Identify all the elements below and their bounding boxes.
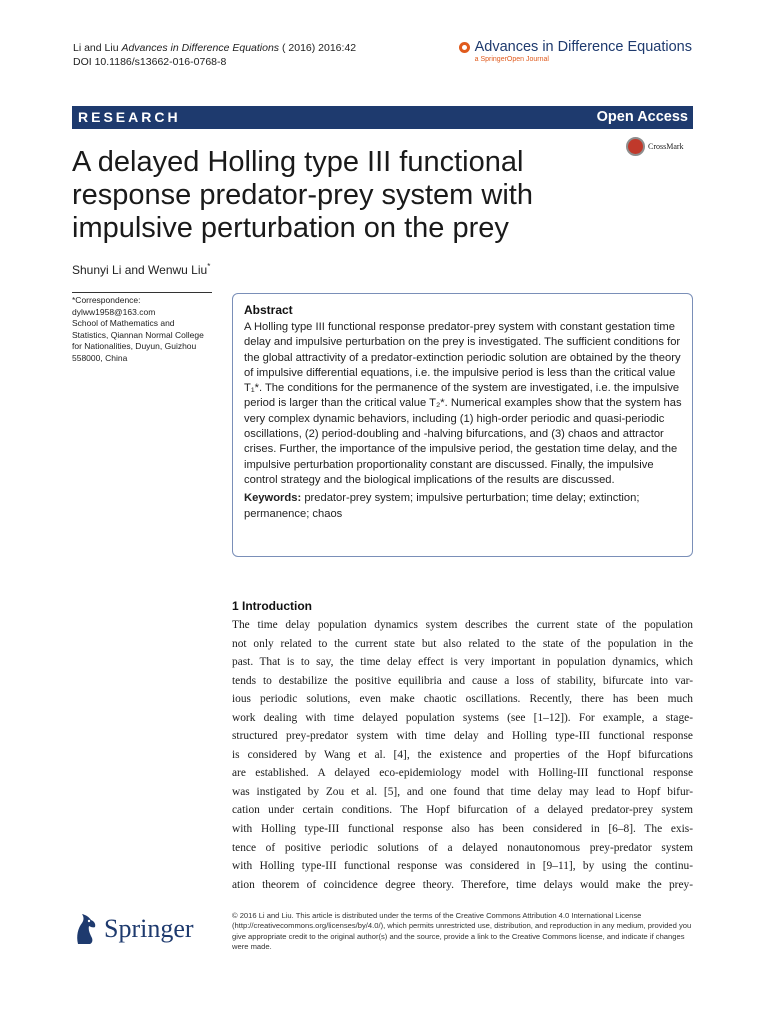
header-year: ( 2016) 2016:42	[279, 42, 357, 54]
license-notice: © 2016 Li and Liu. This article is distributed under the terms of the Creative Commons Attribution 4.0 International License (http://creativecommons.org/licenses/by/4.0/), which permits unrestricted use, distribution, and reproduction in any medium, provided you give appropriate credit to the original author(s) and the source, provide a link to the Creative Commons license, and indicate if changes were made.	[232, 911, 692, 952]
abstract-body: A Holling type III functional response predator-prey system with constant gestation time delay and impulsive perturbation on the prey is investigated. The sufficient conditions for the global attractivity of a predator-extinction periodic solution are obtained by the theory of impulsive differential equations, i.e. the impulsive period is less than the critical value T₁*. The conditions for the permanence of the system are investigated, i.e. the impulsive period is larger than the critical value T₂*. Numerical examples show that the system has very complex dynamic behaviors, including (1) high-order periodic and quasi-periodic oscillations, (2) period-doubling and -halving bifurcations, and (3) chaos and attractor crises. Further, the importance of the impulsive period, the gestation time delay, and the impulsive perturbation proportionality constant are discussed. Finally, the impulsive control strategy and the biological implications of the results are discussed.	[244, 321, 682, 486]
author-names: Shunyi Li and Wenwu Liu	[72, 263, 208, 277]
journal-logo[interactable]	[459, 39, 692, 63]
affiliation-line: Statistics, Qiannan Normal College	[72, 329, 204, 340]
journal-subtitle: a SpringerOpen Journal	[474, 56, 549, 63]
article-type-label: RESEARCH	[78, 109, 181, 125]
abstract-heading: Abstract	[244, 303, 293, 317]
crossmark-label: CrossMark	[648, 142, 684, 151]
paper-title: A delayed Holling type III functional response predator-prey system with impulsive perturbation on the prey	[72, 146, 533, 244]
article-type-band	[72, 106, 693, 129]
introduction-text	[232, 616, 693, 894]
text-line: are established. A delayed eco-epidemiology model with Holling-III functional response	[232, 767, 693, 780]
text-line: work dealing with time delayed population systems (see [1–12]). For example, a stage-	[232, 711, 693, 724]
header-journal: Advances in Difference Equations	[121, 42, 280, 54]
text-line: ation theorem of coincidence degree theory. Therefore, time delays would make the prey-	[232, 878, 693, 891]
correspondence-email[interactable]: dylww1958@163.com	[72, 306, 156, 317]
header-authors: Li and Liu	[73, 42, 119, 54]
crossmark-badge[interactable]	[626, 137, 684, 156]
text-line: was instigated by Zou et al. [5], and one found that time delay may lead to Hopf bifur-	[232, 785, 693, 798]
affiliation-line: 558000, China	[72, 352, 128, 363]
springer-horse-icon	[72, 912, 98, 946]
corresponding-mark: *	[207, 262, 211, 271]
text-line: The time delay population dynamics system describes the current state of the population	[232, 619, 693, 631]
affiliation-line: for Nationalities, Duyun, Guizhou	[72, 341, 197, 351]
publisher-name: Springer	[104, 914, 194, 943]
text-line: tence of positive periodic solutions of a delayed nonautonomous prey-predator system	[232, 841, 693, 854]
crossmark-icon	[626, 137, 645, 156]
affiliation-block	[72, 295, 217, 364]
text-line: not only related to the current state but also related to the state of the population in the	[232, 637, 693, 650]
affiliation-line: School of Mathematics and	[72, 318, 175, 328]
open-access-label: Open Access	[596, 109, 688, 125]
keywords-list: predator-prey system; impulsive perturbation; time delay; extinction; permanence; chaos	[244, 492, 640, 520]
header-doi[interactable]: DOI 10.1186/s13662-016-0768-8	[73, 56, 227, 68]
affiliation-divider	[72, 292, 212, 293]
author-list	[72, 262, 210, 277]
text-line: past. That is to say, the time delay effect is very important in population dynamics, which	[232, 656, 693, 669]
journal-name: Advances in Difference Equations	[474, 39, 692, 55]
section-heading-introduction: 1 Introduction	[232, 599, 312, 613]
text-line: structured prey-predator system with time delay and Holling type-III functional response	[232, 730, 693, 743]
running-header	[73, 41, 356, 69]
keywords	[244, 491, 682, 522]
abstract-box	[232, 293, 693, 557]
text-line: ious periodic solutions, even make chaotic oscillations. Recently, there has been much	[232, 693, 693, 706]
publisher-logo[interactable]	[72, 912, 194, 946]
text-line: with Holling type-III functional response was considered in [9–11], by using the continu-	[232, 860, 693, 873]
text-line: is considered by Wang et al. [4], the existence and properties of the Hopf bifurcations	[232, 748, 693, 761]
journal-logo-icon	[459, 42, 470, 53]
correspondence-label: *Correspondence:	[72, 295, 141, 305]
text-line: cation under certain conditions. The Hopf bifurcation of a delayed predator-prey system	[232, 804, 693, 817]
keywords-label: Keywords:	[244, 492, 302, 505]
text-line: with Holling type-III functional response also has been considered in [6–8]. The exis-	[232, 823, 693, 836]
text-line: tends to destabilize the positive equilibria and cause a loss of stability, bifurcate into var-	[232, 674, 693, 687]
